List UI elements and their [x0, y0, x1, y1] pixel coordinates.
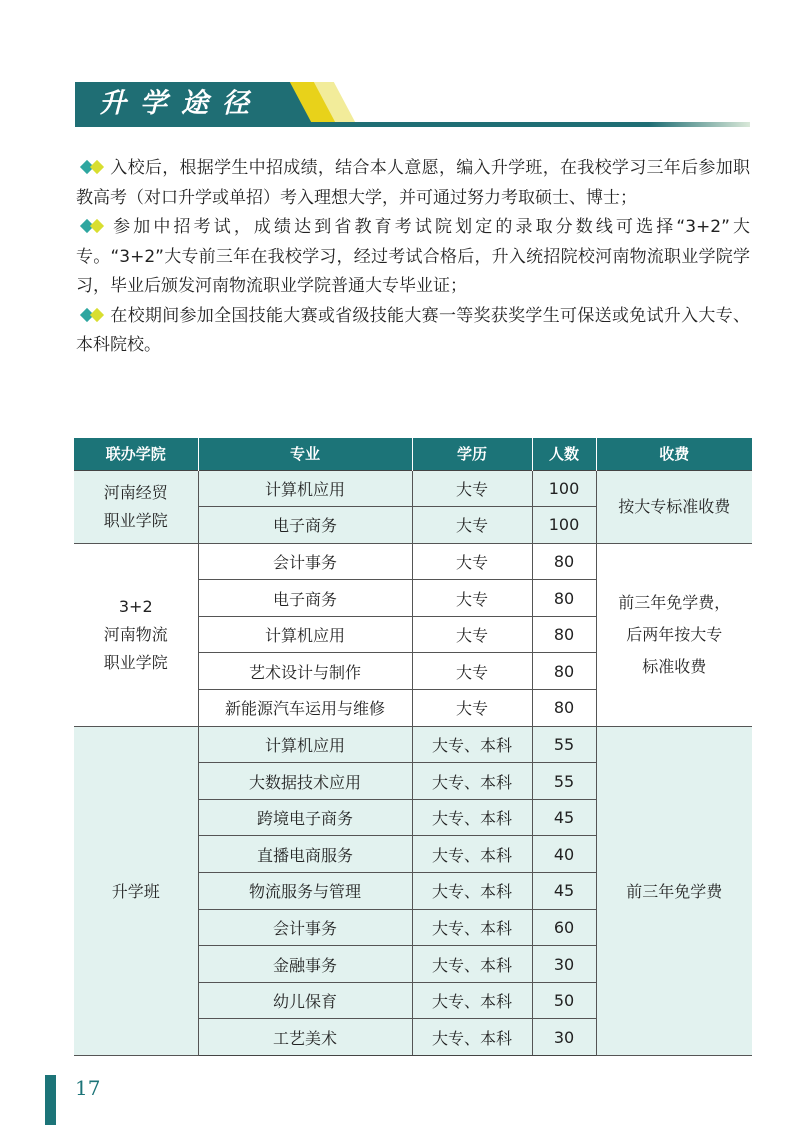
- level-cell: 大专: [412, 690, 532, 727]
- major-cell: 计算机应用: [198, 616, 412, 653]
- major-cell: 直播电商服务: [198, 836, 412, 873]
- college-cell: 3+2 河南物流 职业学院: [74, 543, 198, 726]
- table-row: [74, 543, 752, 580]
- level-cell: 大专、本科: [412, 982, 532, 1019]
- count-cell: 30: [532, 1019, 596, 1056]
- count-cell: 80: [532, 653, 596, 690]
- college-cell: 升学班: [74, 726, 198, 1055]
- level-cell: 大专: [412, 507, 532, 544]
- level-cell: 大专、本科: [412, 799, 532, 836]
- table-row: [74, 470, 752, 507]
- level-cell: 大专: [412, 580, 532, 617]
- major-cell: 电子商务: [198, 507, 412, 544]
- level-cell: 大专、本科: [412, 763, 532, 800]
- major-cell: 会计事务: [198, 543, 412, 580]
- level-cell: 大专、本科: [412, 946, 532, 983]
- paragraph-2: [76, 213, 750, 302]
- level-cell: 大专: [412, 470, 532, 507]
- level-cell: 大专: [412, 653, 532, 690]
- diamond-bullet-icon: [76, 308, 110, 322]
- fee-cell: 按大专标准收费: [596, 470, 752, 543]
- header-college: 联办学院: [74, 438, 198, 470]
- count-cell: 55: [532, 726, 596, 763]
- table-row: [74, 726, 752, 763]
- paragraph-text: 入校后，根据学生中招成绩，结合本人意愿，编入升学班，在我校学习三年后参加职教高考（对口升学或单招）考入理想大学，并可通过努力考取硕士、博士；: [76, 158, 750, 208]
- major-cell: 艺术设计与制作: [198, 653, 412, 690]
- header-fee: 收费: [596, 438, 752, 470]
- paragraph-3: [76, 302, 750, 361]
- major-cell: 计算机应用: [198, 726, 412, 763]
- level-cell: 大专、本科: [412, 836, 532, 873]
- major-cell: 物流服务与管理: [198, 873, 412, 910]
- header-major: 专业: [198, 438, 412, 470]
- diamond-bullet-icon: [76, 160, 110, 174]
- level-cell: 大专: [412, 543, 532, 580]
- major-cell: 计算机应用: [198, 470, 412, 507]
- count-cell: 100: [532, 507, 596, 544]
- paragraph-text: 参加中招考试，成绩达到省教育考试院划定的录取分数线可选择“3+2”大专。“3+2”大专前三年在我校学习，经过考试合格后，升入统招院校河南物流职业学院学习，毕业后颁发河南物流职业学院普通大专毕业证；: [76, 217, 750, 296]
- count-cell: 55: [532, 763, 596, 800]
- level-cell: 大专、本科: [412, 909, 532, 946]
- header-count: 人数: [532, 438, 596, 470]
- major-cell: 幼儿保育: [198, 982, 412, 1019]
- count-cell: 50: [532, 982, 596, 1019]
- banner-underline: [75, 122, 750, 127]
- paragraph-text: 在校期间参加全国技能大赛或省级技能大赛一等奖获奖学生可保送或免试升入大专、本科院校。: [76, 305, 750, 355]
- paragraph-1: [76, 154, 750, 213]
- count-cell: 45: [532, 873, 596, 910]
- count-cell: 80: [532, 543, 596, 580]
- count-cell: 60: [532, 909, 596, 946]
- major-cell: 新能源汽车运用与维修: [198, 690, 412, 727]
- college-cell: 河南经贸 职业学院: [74, 470, 198, 543]
- level-cell: 大专、本科: [412, 1019, 532, 1056]
- diamond-bullet-icon: [76, 219, 110, 233]
- count-cell: 45: [532, 799, 596, 836]
- level-cell: 大专、本科: [412, 873, 532, 910]
- count-cell: 80: [532, 580, 596, 617]
- count-cell: 80: [532, 616, 596, 653]
- major-cell: 跨境电子商务: [198, 799, 412, 836]
- section-title-banner: [75, 82, 750, 128]
- section-title: 升学途径: [99, 88, 263, 119]
- level-cell: 大专: [412, 616, 532, 653]
- header-level: 学历: [412, 438, 532, 470]
- count-cell: 100: [532, 470, 596, 507]
- major-cell: 金融事务: [198, 946, 412, 983]
- intro-paragraphs: [76, 154, 750, 361]
- major-cell: 大数据技术应用: [198, 763, 412, 800]
- major-cell: 会计事务: [198, 909, 412, 946]
- count-cell: 30: [532, 946, 596, 983]
- page-number-bar: [45, 1075, 56, 1125]
- fee-cell: 前三年免学费: [596, 726, 752, 1055]
- major-cell: 工艺美术: [198, 1019, 412, 1056]
- program-table: [74, 438, 752, 1056]
- major-cell: 电子商务: [198, 580, 412, 617]
- page-number: 17: [75, 1076, 101, 1100]
- count-cell: 80: [532, 690, 596, 727]
- count-cell: 40: [532, 836, 596, 873]
- level-cell: 大专、本科: [412, 726, 532, 763]
- table-header-row: [74, 438, 752, 470]
- fee-cell: 前三年免学费， 后两年按大专 标准收费: [596, 543, 752, 726]
